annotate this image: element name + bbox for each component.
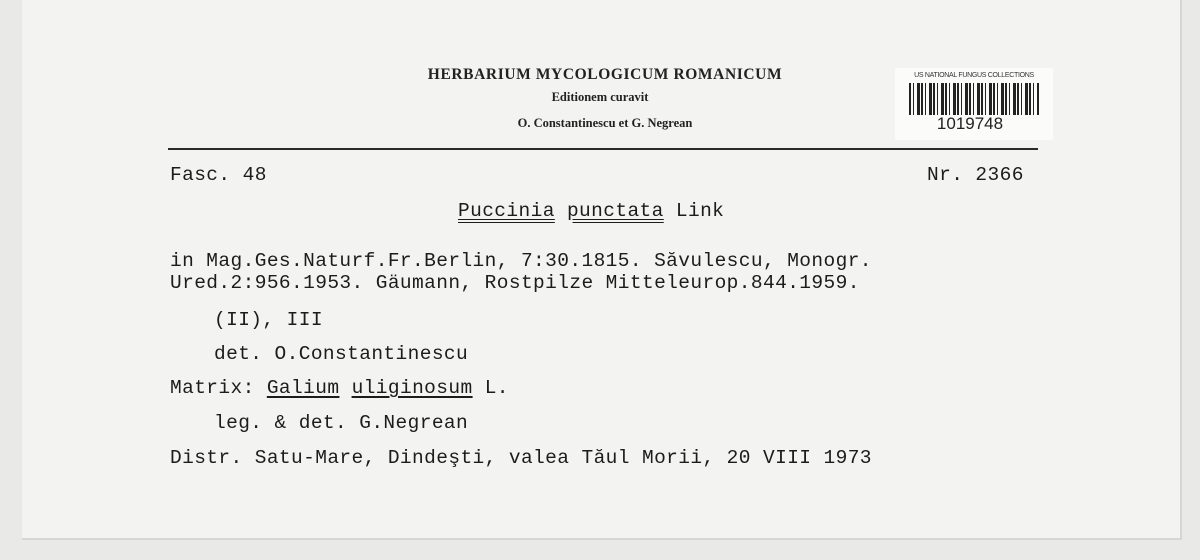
host-species: uliginosum: [351, 377, 473, 399]
barcode-number: 1019748: [936, 114, 1004, 133]
taxon-name: [458, 200, 724, 222]
collection-name: US NATIONAL FUNGUS COLLECTIONS: [914, 72, 1034, 79]
determiner: det. O.Constantinescu: [214, 343, 469, 365]
herbarium-title: HERBARIUM MYCOLOGICUM ROMANICUM: [427, 66, 783, 83]
editorial-note: Editionem curavit: [551, 90, 649, 104]
host-genus: Galium: [266, 377, 340, 399]
citation-line-1: in Mag.Ges.Naturf.Fr.Berlin, 7:30.1815. Săvulescu, Monogr.: [170, 250, 872, 272]
taxon-genus: Puccinia: [458, 200, 555, 222]
specimen-number: Nr. 2366: [927, 164, 1024, 186]
spore-stages: (II), III: [214, 309, 323, 331]
taxon-author: Link: [675, 200, 725, 222]
editors-line: O. Constantinescu et G. Negrean: [517, 116, 693, 130]
citation-line-2: Ured.2:956.1953. Gäumann, Rostpilze Mitteleurop.844.1959.: [170, 272, 860, 294]
collector: leg. & det. G.Negrean: [214, 412, 469, 434]
taxon-species: punctata: [566, 200, 664, 222]
fascicle: Fasc. 48: [170, 164, 267, 186]
locality: Distr. Satu-Mare, Dindeşti, valea Tăul Morii, 20 VIII 1973: [170, 447, 872, 469]
matrix-label: Matrix:: [170, 377, 255, 399]
header-divider: [168, 148, 1038, 150]
barcode-sticker: [895, 68, 1053, 140]
barcode-icon: [909, 83, 1039, 115]
matrix-line: [170, 377, 509, 399]
host-author: L.: [484, 377, 509, 399]
